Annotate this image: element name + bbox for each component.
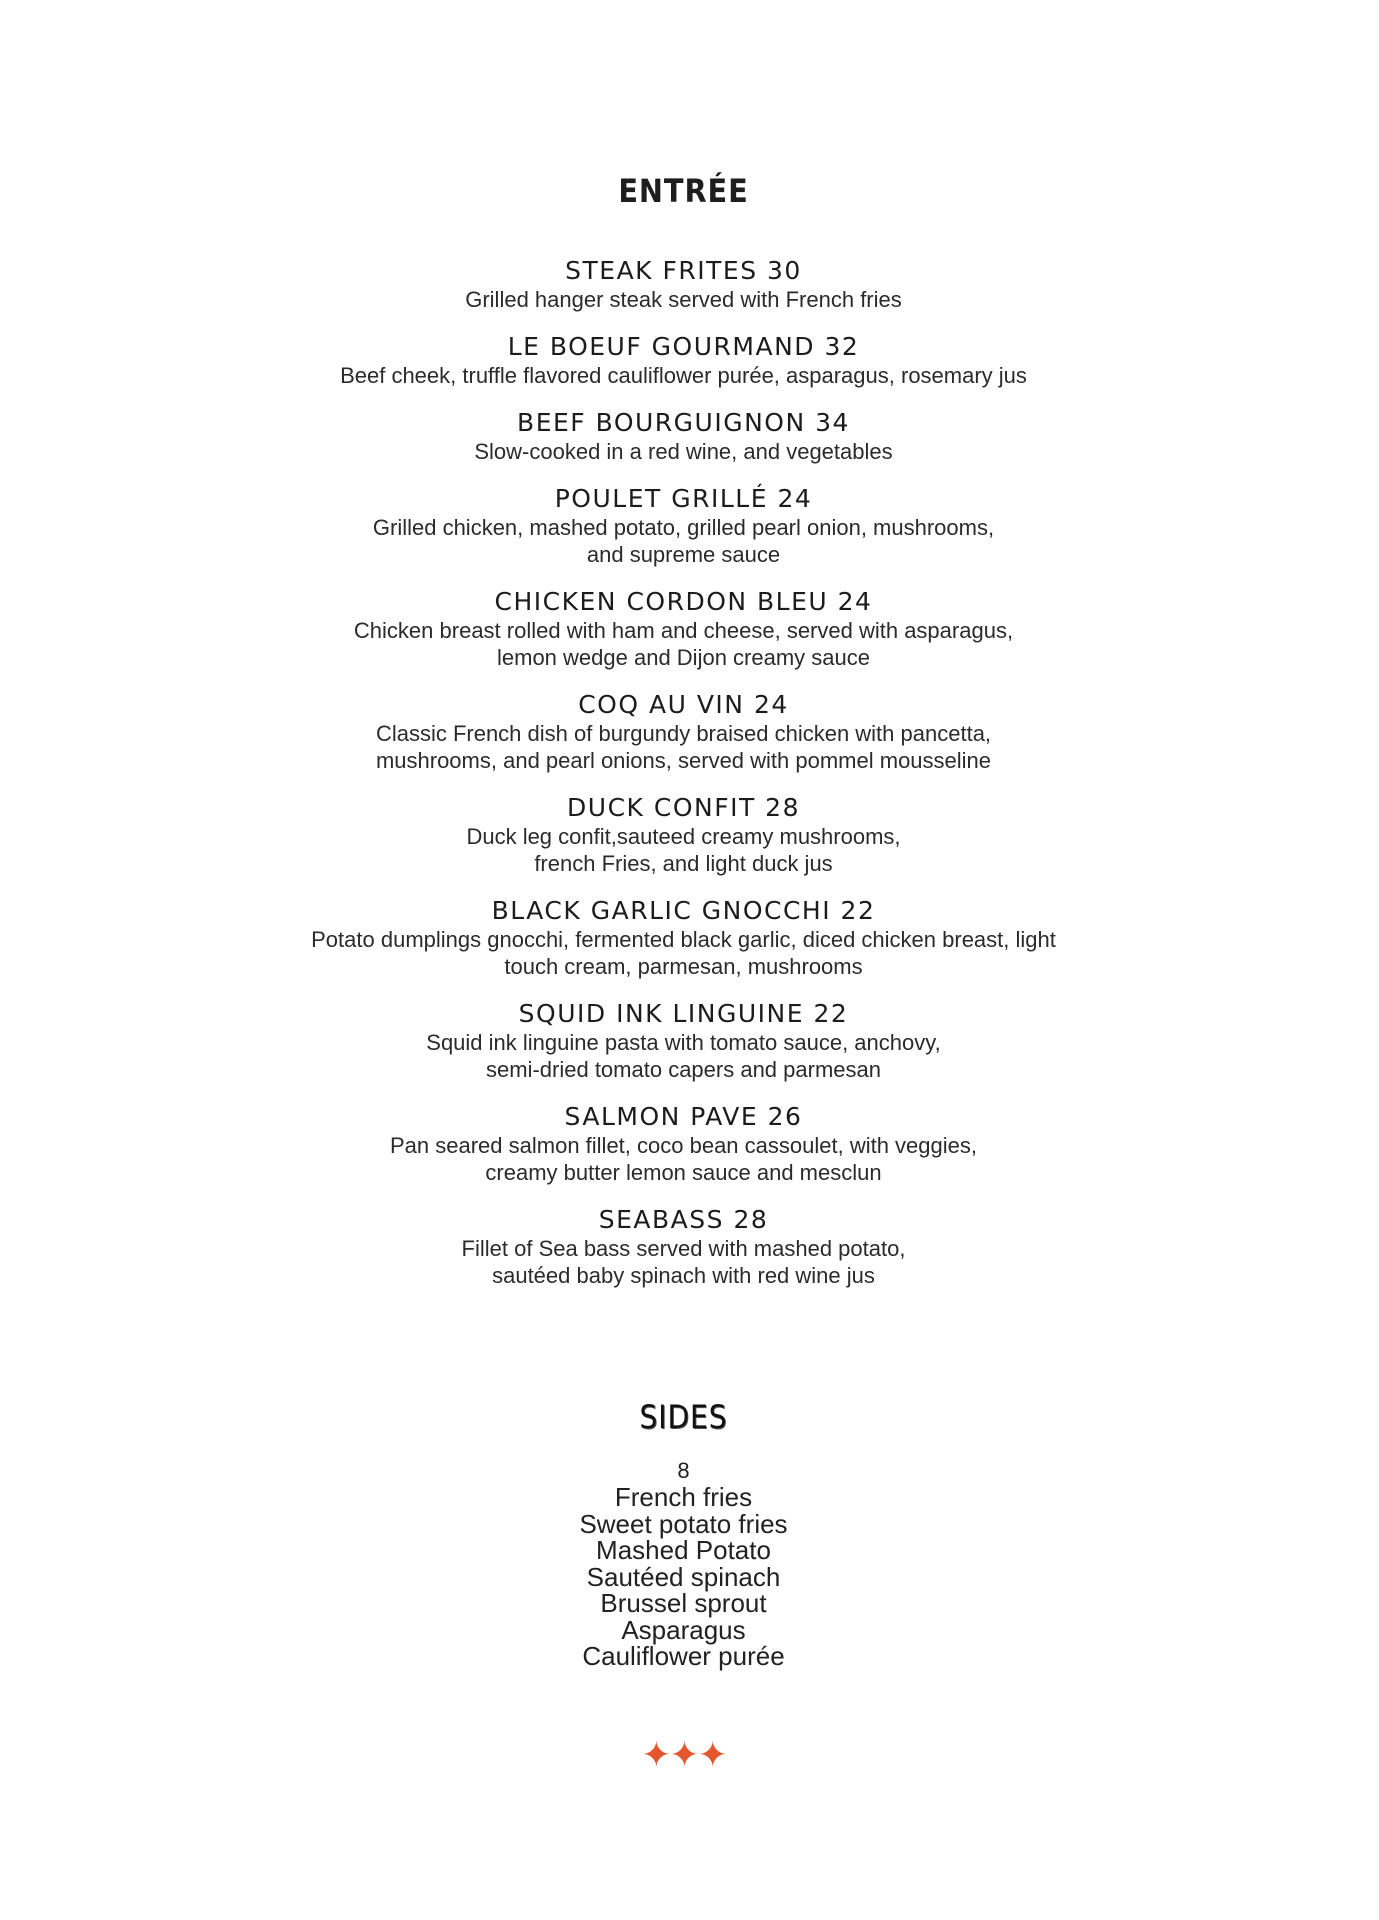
dish-description: Fillet of Sea bass served with mashed potato, sautéed baby spinach with red wine jus	[461, 1236, 906, 1288]
side-item: Mashed Potato	[596, 1535, 771, 1565]
dish-description: Duck leg confit,sauteed creamy mushrooms, french Fries, and light duck jus	[466, 824, 901, 876]
dish-item	[0, 690, 1373, 774]
dish-description: Grilled chicken, mashed potato, grilled pearl onion, mushrooms, and supreme sauce	[372, 515, 995, 567]
dish-name: SQUID INK LINGUINE 22	[518, 999, 849, 1028]
dish-item	[0, 999, 1373, 1083]
dish-item	[0, 587, 1373, 671]
dish-description: Pan seared salmon fillet, coco bean cassoulet, with veggies, creamy butter lemon sauce and mesclun	[390, 1133, 977, 1185]
dish-description: Squid ink linguine pasta with tomato sauce, anchovy, semi-dried tomato capers and parmesan	[426, 1030, 941, 1082]
dish-name: SEABASS 28	[598, 1205, 769, 1234]
dish-name: BEEF BOURGUIGNON 34	[517, 408, 850, 437]
side-item: Sweet potato fries	[579, 1508, 788, 1539]
dish-description: Beef cheek, truffle flavored cauliflower purée, asparagus, rosemary jus	[340, 363, 1027, 388]
dish-description: Slow-cooked in a red wine, and vegetables	[474, 439, 893, 464]
dish-item	[0, 896, 1373, 980]
side-item: Asparagus	[621, 1614, 746, 1645]
sides-items	[0, 1484, 1373, 1670]
dish-name: COQ AU VIN 24	[578, 690, 789, 719]
sides-heading: SIDES	[639, 1398, 728, 1436]
dish-item	[0, 1102, 1373, 1186]
sides-list	[0, 1458, 1373, 1670]
dish-description: Potato dumplings gnocchi, fermented black garlic, diced chicken breast, light touch cream, parmesan, mushrooms	[311, 927, 1056, 979]
side-item: Sautéed spinach	[586, 1561, 781, 1592]
dish-name: BLACK GARLIC GNOCCHI 22	[491, 896, 876, 925]
dish-description: Chicken breast rolled with ham and cheese, served with asparagus, lemon wedge and Dijon creamy sauce	[353, 618, 1014, 670]
dish-item	[0, 1205, 1373, 1289]
entree-dish-list	[0, 256, 1373, 1308]
dish-name: CHICKEN CORDON BLEU 24	[494, 587, 873, 616]
dish-description: Classic French dish of burgundy braised chicken with pancetta, mushrooms, and pearl onions, served with pommel mousseline	[375, 721, 992, 773]
dish-item	[0, 793, 1373, 877]
dish-name: STEAK FRITES 30	[565, 256, 802, 285]
dish-item	[0, 484, 1373, 568]
entree-heading: ENTRÉE	[618, 172, 749, 210]
dish-name: LE BOEUF GOURMAND 32	[507, 332, 860, 361]
side-item: Cauliflower purée	[582, 1641, 785, 1671]
side-item: French fries	[614, 1482, 753, 1512]
dish-item	[0, 332, 1373, 389]
dish-item	[0, 408, 1373, 465]
dish-item	[0, 256, 1373, 313]
star-ornament-icon: ✦✦✦	[641, 1735, 726, 1776]
side-item: Brussel sprout	[600, 1588, 767, 1618]
dish-name: DUCK CONFIT 28	[567, 793, 800, 822]
dish-name: SALMON PAVE 26	[564, 1102, 803, 1131]
dish-name: POULET GRILLÉ 24	[554, 484, 813, 513]
sides-price: 8	[677, 1458, 690, 1483]
dish-description: Grilled hanger steak served with French fries	[465, 287, 902, 312]
